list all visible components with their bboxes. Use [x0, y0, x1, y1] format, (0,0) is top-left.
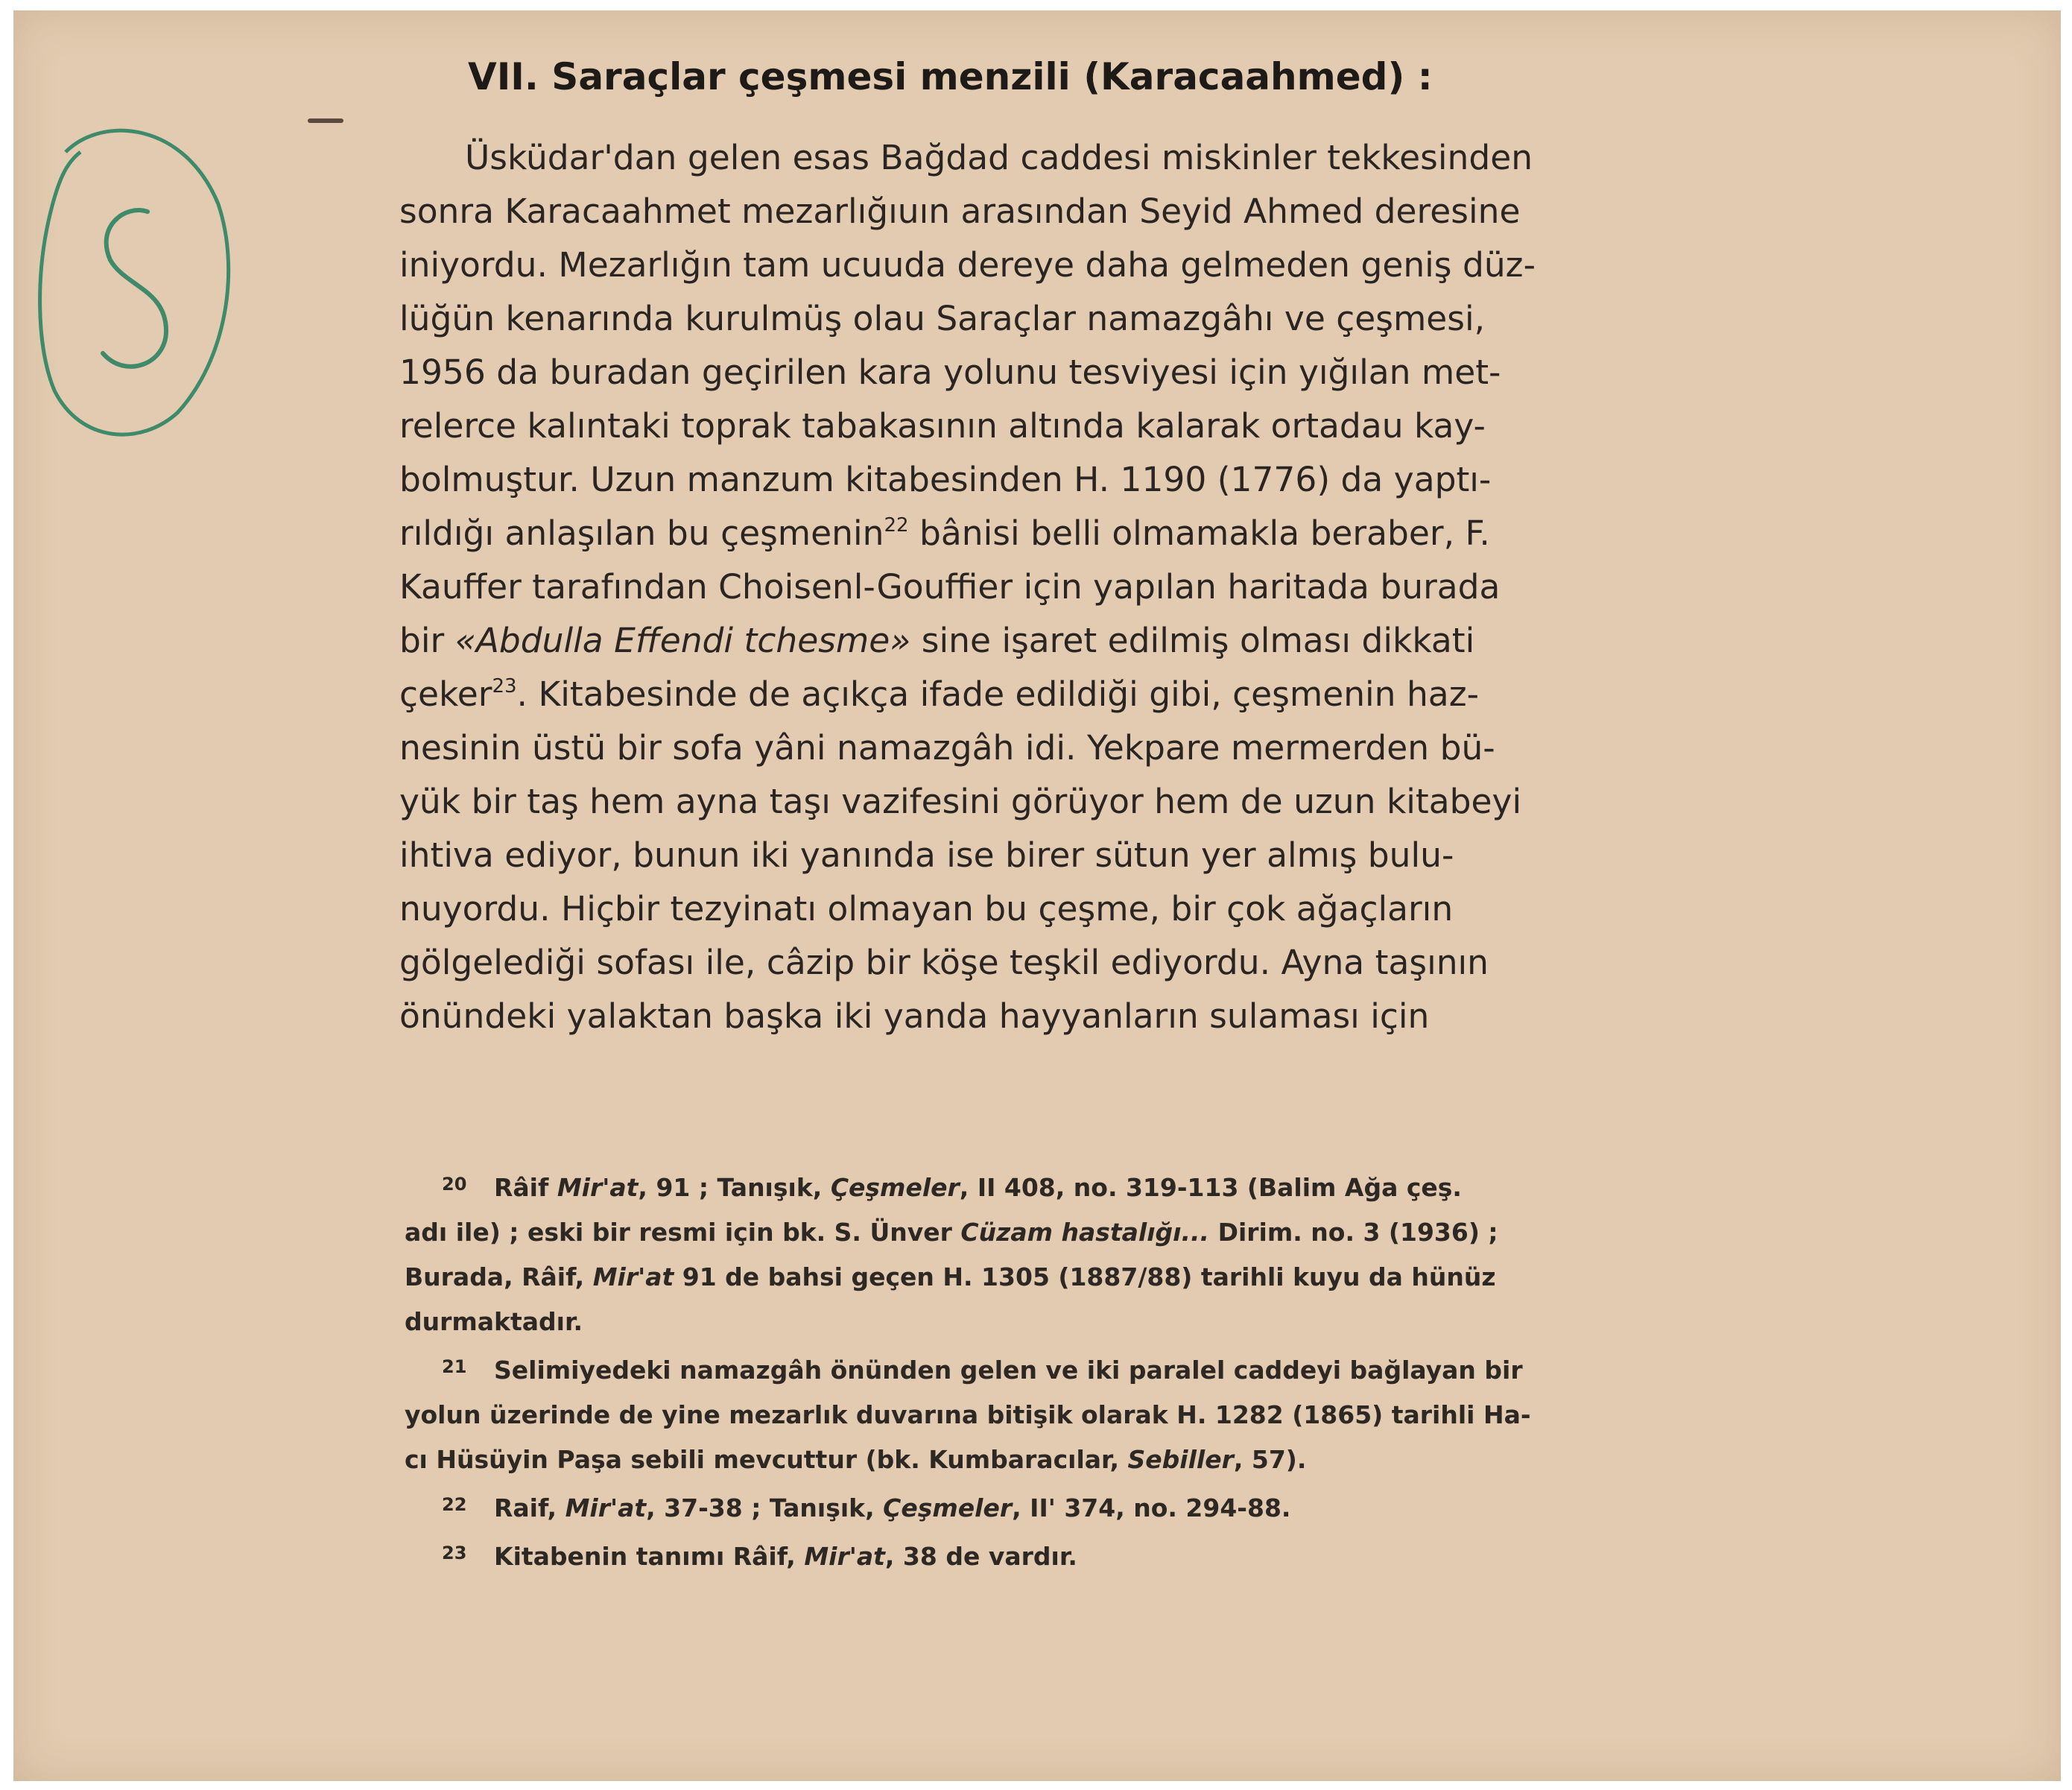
- green-s-stamp-mark: [36, 100, 244, 458]
- body-line: bolmuştur. Uzun manzum kitabesinden H. 1190 (1776) da yaptı-: [399, 460, 1492, 499]
- stamp-drawing: [36, 100, 244, 458]
- footnote-21-line: [405, 1438, 1746, 1482]
- footnote-number-21: 21: [442, 1356, 467, 1377]
- body-line: relerce kalıntaki toprak tabakasının altında kalarak ortadau kay-: [399, 406, 1486, 446]
- footnote-text: , II 408, no. 319-113 (Balim Ağa çeş.: [959, 1173, 1462, 1202]
- footnote-italic: Sebiller: [1127, 1445, 1234, 1474]
- footnote-italic: Çeşmeler: [883, 1493, 1013, 1522]
- body-text-run: çeker: [399, 674, 492, 714]
- footnote-text: , 38 de vardır.: [884, 1542, 1077, 1571]
- footnote-text: , 91 ; Tanışık,: [638, 1173, 831, 1202]
- body-paragraph: [399, 131, 1737, 1043]
- footnote-text: Burada, Râif,: [405, 1262, 593, 1291]
- pencil-dash-mark: [308, 118, 343, 123]
- footnote-text: Râif: [494, 1173, 557, 1202]
- footnote-number-22: 22: [442, 1494, 467, 1515]
- footnote-23-line: [405, 1531, 1746, 1579]
- body-text-run: bir: [399, 621, 455, 660]
- footnote-italic: Mir'at: [565, 1493, 647, 1522]
- footnote-ref-22[interactable]: 22: [884, 514, 909, 537]
- italic-quote: «Abdulla Effendi tchesme»: [454, 621, 911, 660]
- footnote-20-line: [405, 1255, 1746, 1300]
- body-line: 1956 da buradan geçirilen kara yolunu tesviyesi için yığılan met-: [399, 352, 1501, 392]
- body-line: [399, 668, 1737, 721]
- body-line: [399, 614, 1737, 668]
- document-page: [13, 10, 2061, 1781]
- footnote-text: Dirim. no. 3 (1936) ;: [1209, 1218, 1498, 1247]
- body-text-run: rıldığı anlaşılan bu çeşmenin: [399, 513, 884, 553]
- footnote-number-23: 23: [442, 1543, 467, 1563]
- footnote-italic: Çeşmeler: [830, 1173, 960, 1202]
- body-line: lüğün kenarında kurulmüş olau Saraçlar namazgâhı ve çeşmesi,: [399, 299, 1486, 338]
- footnote-text: , 37-38 ; Tanışık,: [646, 1493, 884, 1522]
- footnote-italic: Cüzam hastalığı...: [960, 1218, 1210, 1247]
- footnote-text: Kitabenin tanımı Râif,: [494, 1542, 805, 1571]
- body-text-run: sine işaret edilmiş olması dikkati: [910, 621, 1475, 660]
- body-line: sonra Karacaahmet mezarlığıuın arasından Seyid Ahmed deresine: [399, 192, 1521, 231]
- footnote-20-line: [405, 1162, 1746, 1210]
- body-line: Üsküdar'dan gelen esas Bağdad caddesi miskinler tekkesinden: [465, 138, 1533, 177]
- footnote-text: Selimiyedeki namazgâh önünden gelen ve iki paralel caddeyi bağlayan bir: [494, 1356, 1523, 1385]
- footnote-20-line: durmaktadır.: [405, 1307, 583, 1336]
- footnote-number-20: 20: [442, 1174, 467, 1195]
- footnote-text: Raif,: [494, 1493, 565, 1522]
- body-line: ihtiva ediyor, bunun iki yanında ise birer sütun yer almış bulu-: [399, 835, 1454, 875]
- footnote-text: 91 de bahsi geçen H. 1305 (1887/88) tarihli kuyu da hünüz: [674, 1262, 1496, 1291]
- footnote-21-line: [405, 1344, 1746, 1393]
- footnote-text: , 57).: [1233, 1445, 1307, 1474]
- body-line: gölgelediği sofası ile, câzip bir köşe teşkil ediyordu. Ayna taşının: [399, 943, 1489, 982]
- footnote-italic: Mir'at: [592, 1262, 674, 1291]
- footnote-21-line: yolun üzerinde de yine mezarlık duvarına bitişik olarak H. 1282 (1865) tarihli Ha-: [405, 1400, 1531, 1429]
- footnote-text: adı ile) ; eski bir resmi için bk. S. Ünver: [405, 1218, 961, 1247]
- footnote-ref-23[interactable]: 23: [492, 675, 517, 698]
- body-line: [399, 507, 1737, 560]
- body-text-run: bânisi belli olmamakla beraber, F.: [908, 513, 1490, 553]
- body-line: Kauffer tarafından Choisenl-Gouffier için yapılan haritada burada: [399, 567, 1501, 607]
- footnote-text: , II' 374, no. 294-88.: [1012, 1493, 1291, 1522]
- footnote-22-line: [405, 1482, 1746, 1531]
- body-line: önündeki yalaktan başka iki yanda hayyanların sulaması için: [399, 996, 1430, 1036]
- footnote-text: cı Hüsüyin Paşa sebili mevcuttur (bk. Kumbaracılar,: [405, 1445, 1128, 1474]
- footnote-20-line: [405, 1210, 1746, 1255]
- body-line: nesinin üstü bir sofa yâni namazgâh idi. Yekpare mermerden bü-: [399, 728, 1495, 768]
- body-line: nuyordu. Hiçbir tezyinatı olmayan bu çeşme, bir çok ağaçların: [399, 889, 1454, 929]
- section-heading: VII. Saraçlar çeşmesi menzili (Karacaahmed) :: [468, 55, 1433, 98]
- footnote-italic: Mir'at: [557, 1173, 639, 1202]
- footnotes: [405, 1162, 1746, 1579]
- footnote-italic: Mir'at: [804, 1542, 885, 1571]
- body-text-run: . Kitabesinde de açıkça ifade edildiği gibi, çeşmenin haz-: [516, 674, 1479, 714]
- body-line: iniyordu. Mezarlığın tam ucuuda dereye daha gelmeden geniş düz-: [399, 245, 1536, 285]
- body-line: yük bir taş hem ayna taşı vazifesini görüyor hem de uzun kitabeyi: [399, 782, 1522, 821]
